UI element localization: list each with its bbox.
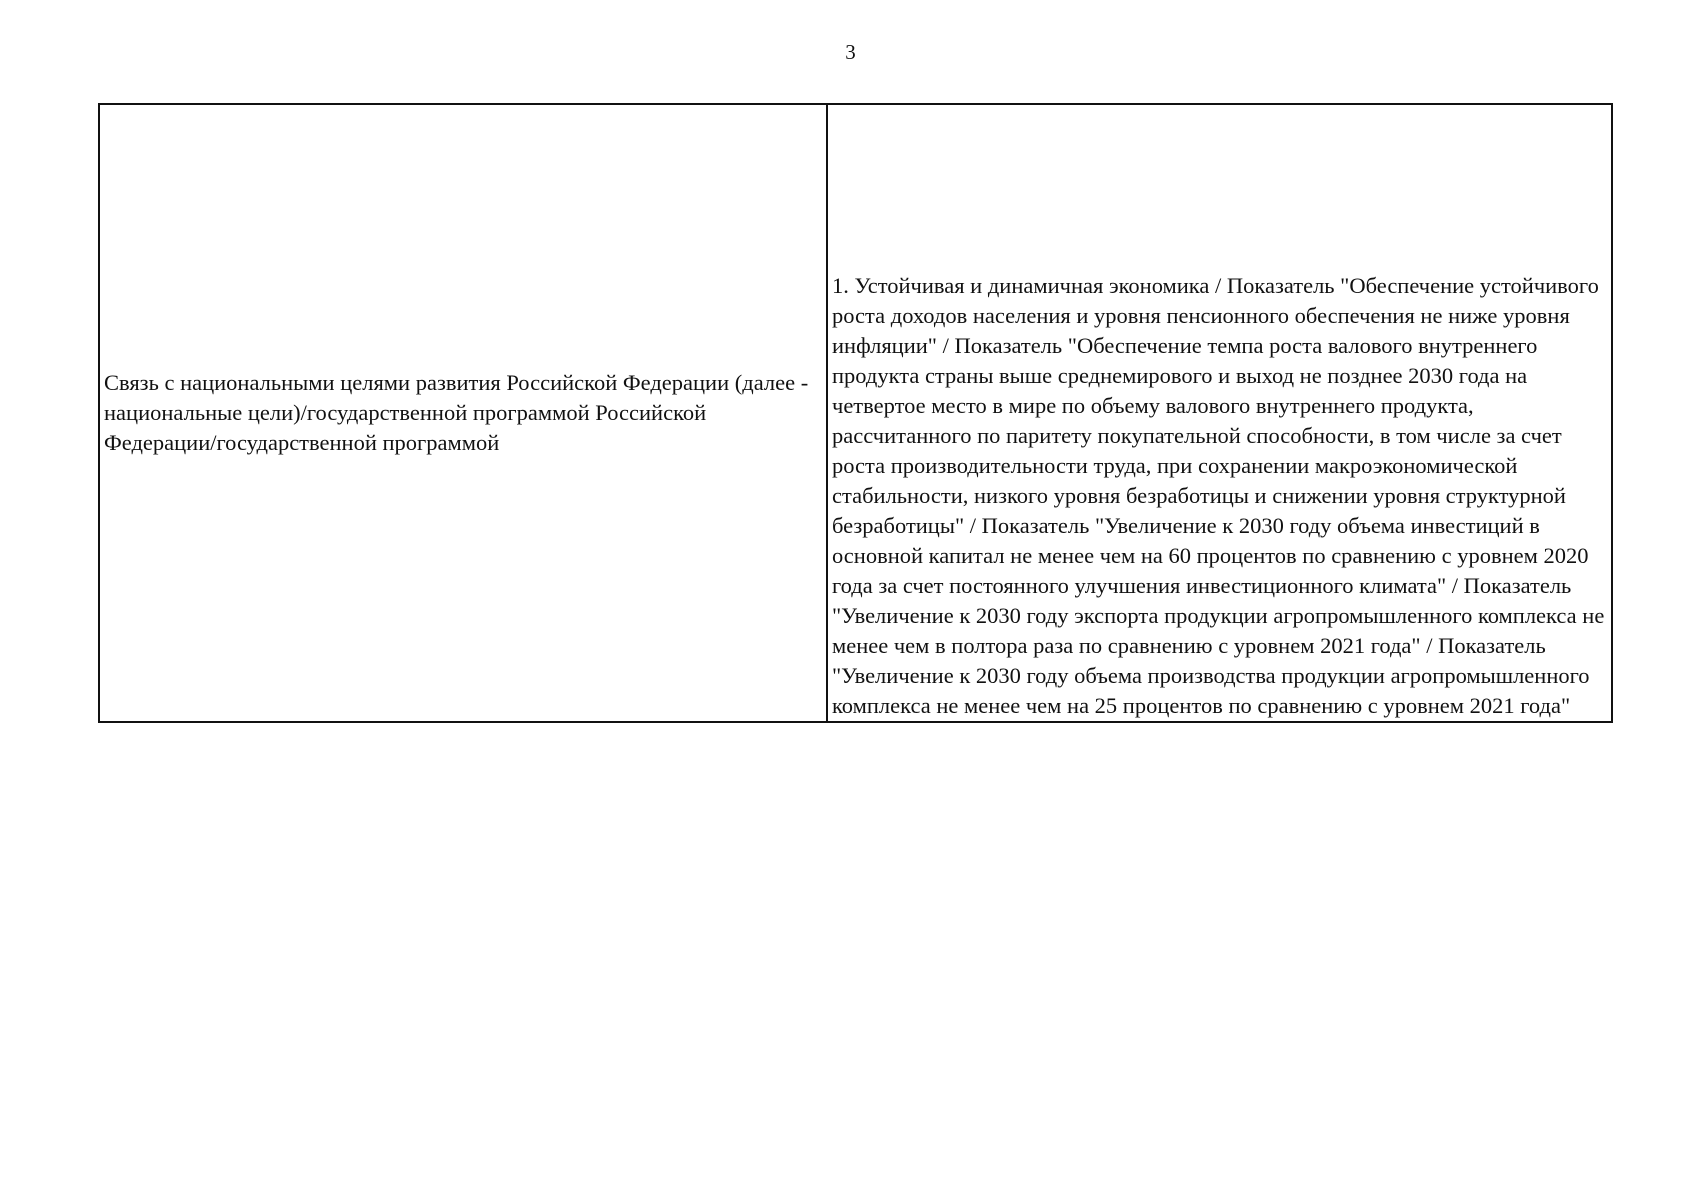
row-value-cell: 1. Устойчивая и динамичная экономика / Показатель "Обеспечение устойчивого роста доходов населения и уровня пенсионного обеспечения не ниже уровня инфляции" / Показатель "Обеспечение темпа роста валового внутреннего продукта страны выше среднемирового и выход не позднее 2030 года на четвертое место в мире по объему валового внутреннего продукта, рассчитанного по паритету покупательной способности, в том числе за счет роста производительности труда, при сохранении макроэкономической стабильности, низкого уровня безработицы и снижении уровня структурной безработицы" / Показатель "Увеличение к 2030 году объема инвестиций в основной капитал не менее чем на 60 процентов по сравнению с уровнем 2020 года за счет постоянного улучшения инвестиционного климата" / Показатель "Увеличение к 2030 году экспорта продукции агропромышленного комплекса не менее чем в полтора раза по сравнению с уровнем 2021 года" / Показатель "Увеличение к 2030 году объема производства продукции агропромышленного комплекса не менее чем на 25 процентов по сравнению с уровнем 2021 года"	[827, 104, 1612, 722]
table-row	[99, 104, 1612, 722]
passport-table	[98, 103, 1613, 723]
row-label-cell: Связь с национальными целями развития Российской Федерации (далее - национальные цели)/государственной программой Российской Федерации/государственной программой	[99, 104, 827, 722]
page-number: 3	[845, 40, 856, 64]
